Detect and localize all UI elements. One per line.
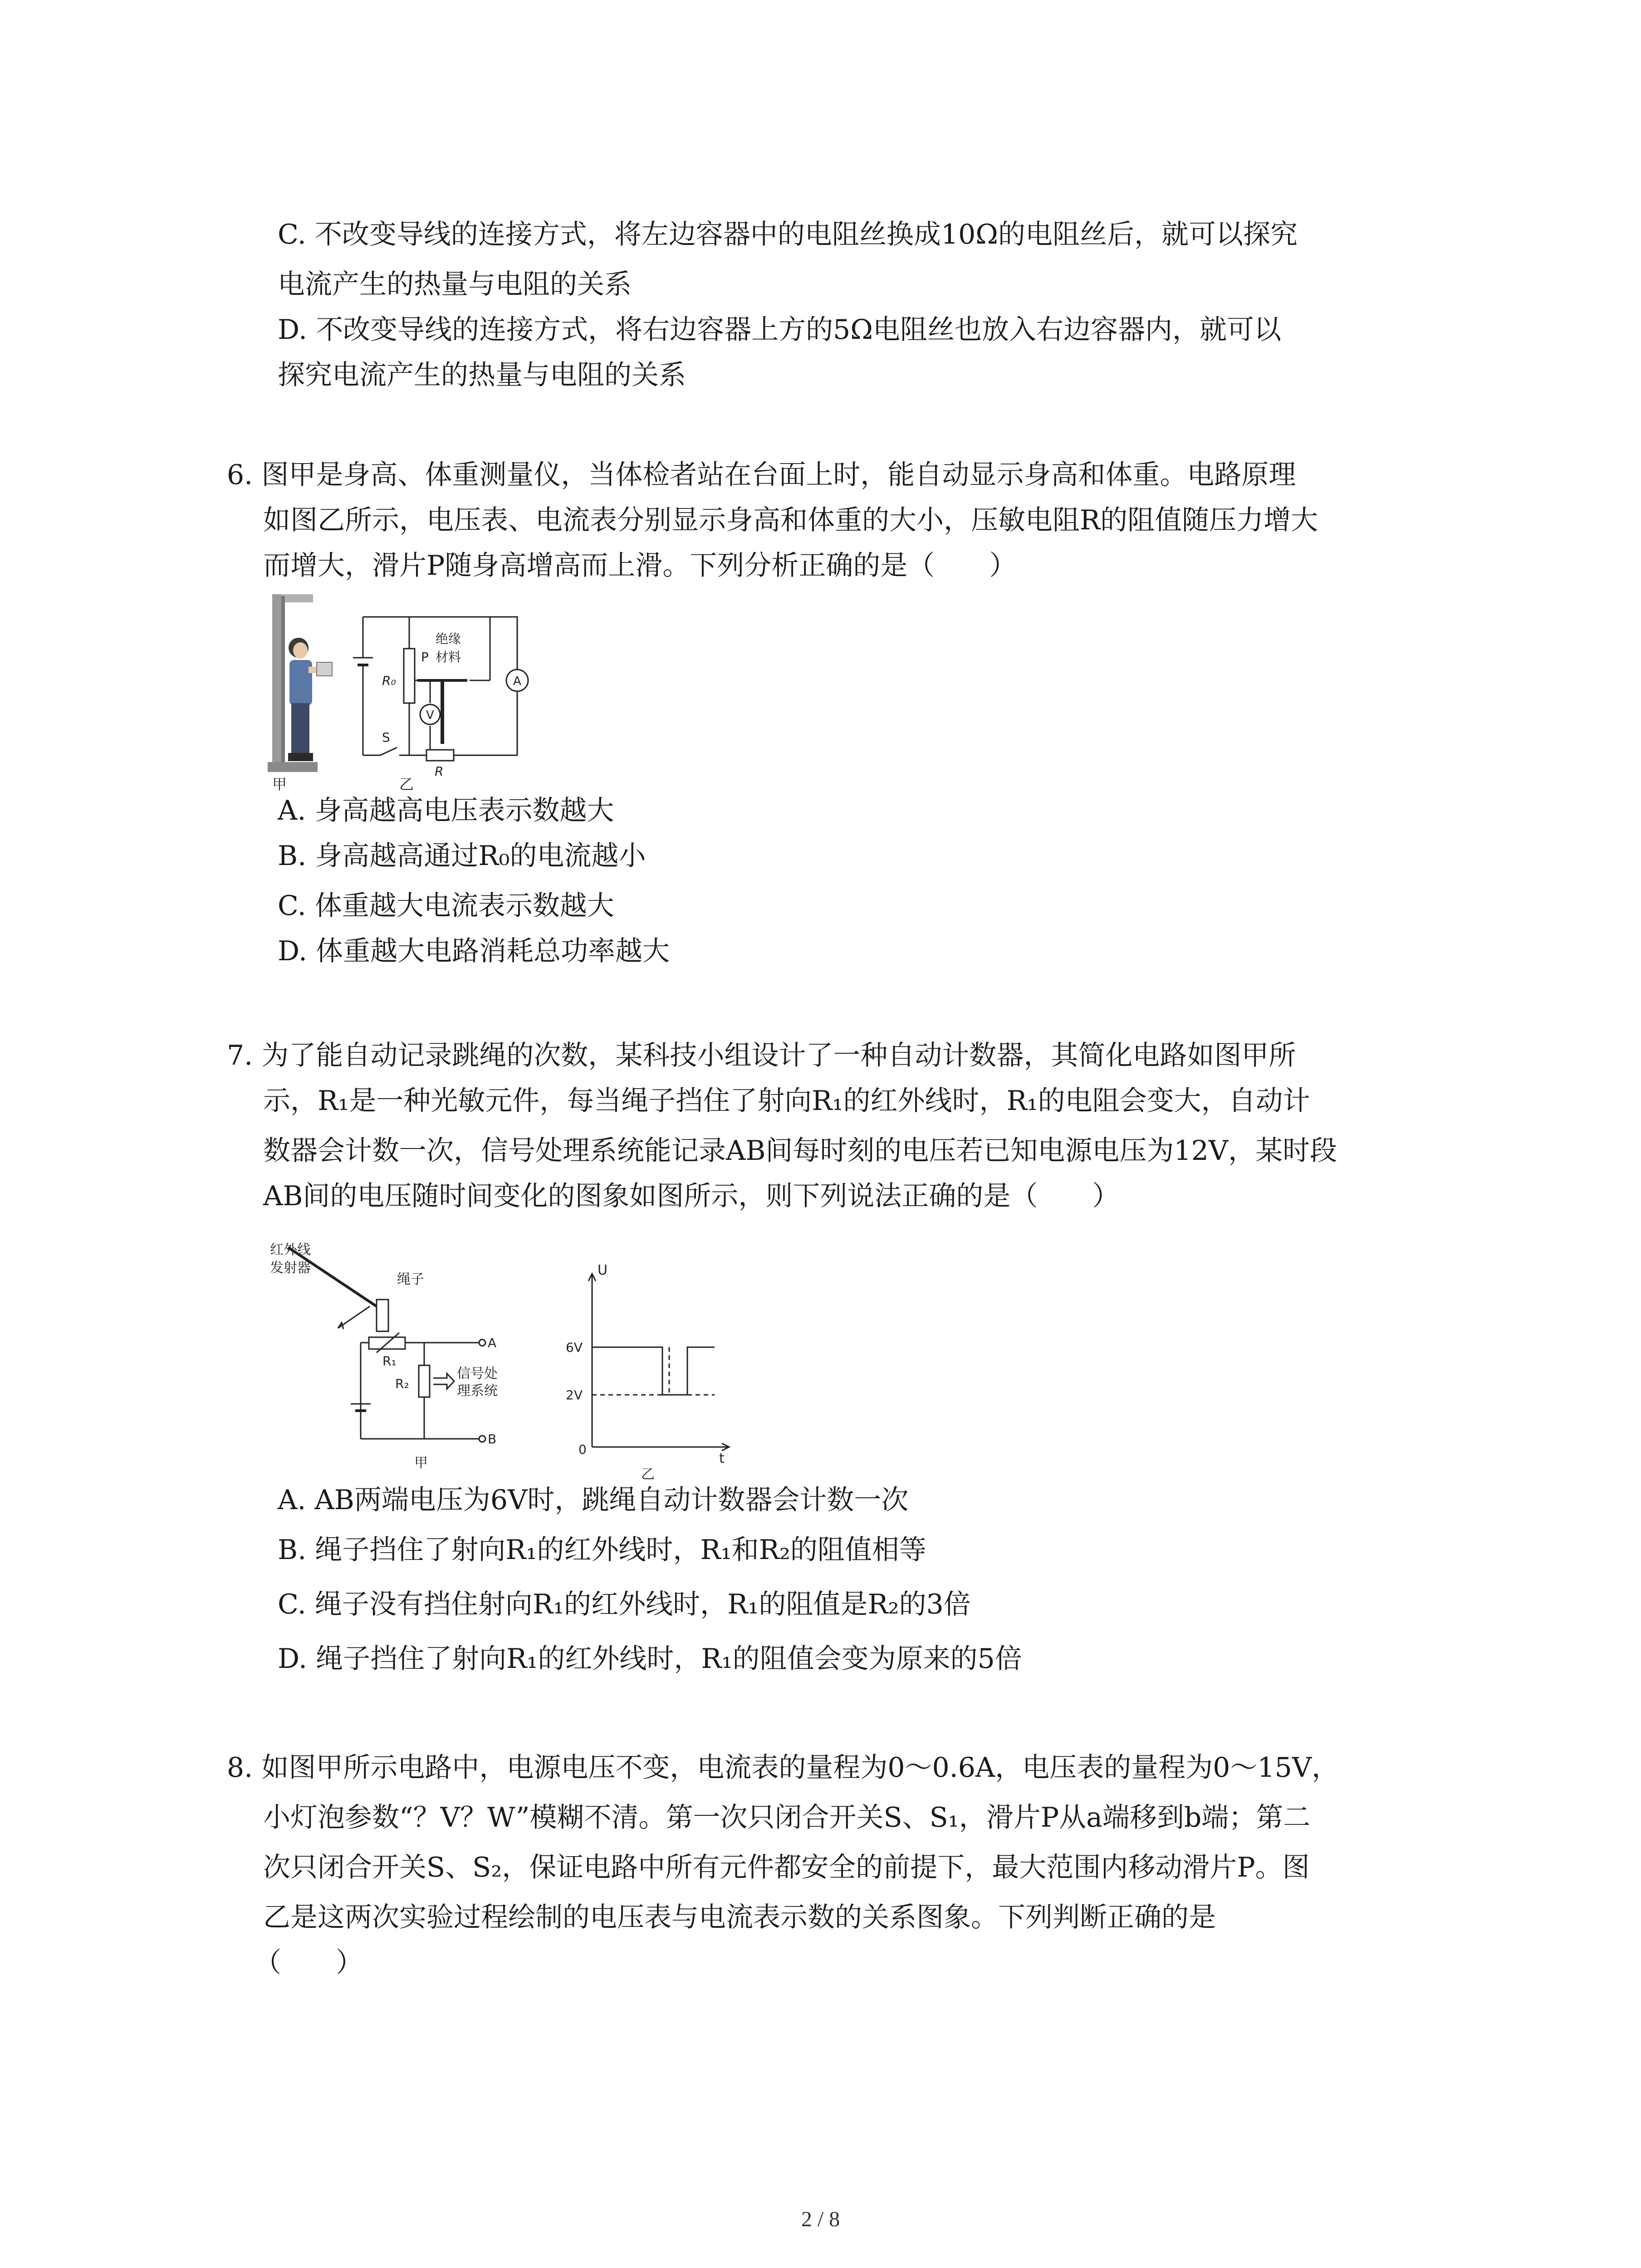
q8-stem-line1: 8. 如图甲所示电路中，电源电压不变，电流表的量程为0～0.6A，电压表的量程为0～15V， xyxy=(227,1752,1339,1784)
measuring-device-illustration xyxy=(268,594,332,772)
q6-fig-r: R xyxy=(435,764,444,779)
q7-graph-tick-2v: 2V xyxy=(566,1388,583,1403)
q7-stem-line3: 数器会计数一次，信号处理系统能记录AB间每时刻的电压若已知电源电压为12V，某时段 xyxy=(263,1135,1337,1167)
q7-fig-a: A xyxy=(488,1335,497,1350)
q8-stem-line4: 乙是这两次实验过程绘制的电压表与电流表示数的关系图象。下列判断正确的是 xyxy=(263,1901,1216,1933)
q7-stem-line4: AB间的电压随时间变化的图象如图所示，则下列说法正确的是（ ） xyxy=(263,1180,1120,1212)
q6-option-c: C. 体重越大电流表示数越大 xyxy=(278,890,614,922)
q7-fig-emitter-1: 红外线 xyxy=(270,1242,311,1258)
q7-fig-b: B xyxy=(488,1432,497,1447)
q7-option-d: D. 绳子挡住了射向R₁的红外线时，R₁的阻值会变为原来的5倍 xyxy=(278,1643,1022,1675)
q5-option-c-line1: C. 不改变导线的连接方式，将左边容器中的电阻丝换成10Ω的电阻丝后，就可以探究 xyxy=(278,219,1298,250)
q8-stem-line3: 次只闭合开关S、S₂，保证电路中所有元件都安全的前提下，最大范围内移动滑片P。图 xyxy=(263,1852,1310,1883)
q7-fig-emitter-2: 发射器 xyxy=(270,1260,311,1276)
q6-figure xyxy=(263,590,535,803)
q7-fig-r1: R₁ xyxy=(382,1354,397,1369)
q7-graph-origin: 0 xyxy=(578,1442,587,1457)
q6-option-a: A. 身高越高电压表示数越大 xyxy=(278,795,614,826)
q6-fig-r0: R₀ xyxy=(382,673,396,688)
q7-fig-r2: R₂ xyxy=(395,1376,409,1391)
q7-option-b: B. 绳子挡住了射向R₁的红外线时，R₁和R₂的阻值相等 xyxy=(278,1534,926,1566)
q7-circuit xyxy=(288,1247,485,1442)
ammeter-symbol: A xyxy=(513,675,521,688)
q6-fig-label-yi: 乙 xyxy=(399,776,414,793)
q7-option-a: A. AB两端电压为6V时，跳绳自动计数器会计数一次 xyxy=(278,1484,909,1516)
q6-fig-s: S xyxy=(382,730,390,745)
page-number: 2 / 8 xyxy=(801,2207,840,2231)
q7-fig-label-yi: 乙 xyxy=(641,1466,655,1481)
q7-graph-t-axis: t xyxy=(719,1451,725,1466)
q7-fig-signal-2: 理系统 xyxy=(457,1383,498,1399)
q6-fig-p: P xyxy=(421,650,429,665)
q6-stem-line1: 6. 图甲是身高、体重测量仪，当体检者站在台面上时，能自动显示身高和体重。电路原理 xyxy=(227,459,1296,491)
q8-stem-line5: （ ） xyxy=(254,1947,363,1979)
q6-fig-insulation-2: 材料 xyxy=(436,650,461,665)
q5-option-d-line2: 探究电流产生的热量与电阻的关系 xyxy=(278,359,686,391)
q7-graph-tick-6v: 6V xyxy=(566,1340,583,1355)
q7-graph-u-axis: U xyxy=(598,1262,607,1278)
q7-stem-line1: 7. 为了能自动记录跳绳的次数，某科技小组设计了一种自动计数器，其简化电路如图甲所 xyxy=(227,1040,1296,1071)
q6-fig-insulation-1: 绝缘 xyxy=(436,631,461,646)
q7-fig-rope: 绳子 xyxy=(397,1271,424,1287)
q6-fig-label-jia: 甲 xyxy=(272,776,287,793)
q5-option-c-line2: 电流产生的热量与电阻的关系 xyxy=(278,269,632,300)
q6-option-d: D. 体重越大电路消耗总功率越大 xyxy=(278,935,670,967)
q6-option-b: B. 身高越高通过R₀的电流越小 xyxy=(278,840,646,872)
q6-stem-line2: 如图乙所示，电压表、电流表分别显示身高和体重的大小，压敏电阻R的阻值随压力增大 xyxy=(263,504,1318,536)
q7-option-c: C. 绳子没有挡住射向R₁的红外线时，R₁的阻值是R₂的3倍 xyxy=(278,1589,971,1620)
q6-stem-line3: 而增大，滑片P随身高增高而上滑。下列分析正确的是（ ） xyxy=(263,550,1017,582)
q7-stem-line2: 示，R₁是一种光敏元件，每当绳子挡住了射向R₁的红外线时，R₁的电阻会变大，自动计 xyxy=(263,1085,1310,1117)
q7-fig-signal-1: 信号处 xyxy=(457,1366,498,1382)
q7-voltage-graph xyxy=(588,1274,729,1451)
q7-fig-label-jia: 甲 xyxy=(414,1455,428,1471)
q5-option-d-line1: D. 不改变导线的连接方式，将右边容器上方的5Ω电阻丝也放入右边容器内，就可以 xyxy=(278,314,1282,346)
q7-figure xyxy=(261,1234,742,1481)
q8-stem-line2: 小灯泡参数“？V？W”模糊不清。第一次只闭合开关S、S₁，滑片P从a端移到b端；第二 xyxy=(263,1802,1311,1833)
voltmeter-symbol: V xyxy=(426,709,434,722)
